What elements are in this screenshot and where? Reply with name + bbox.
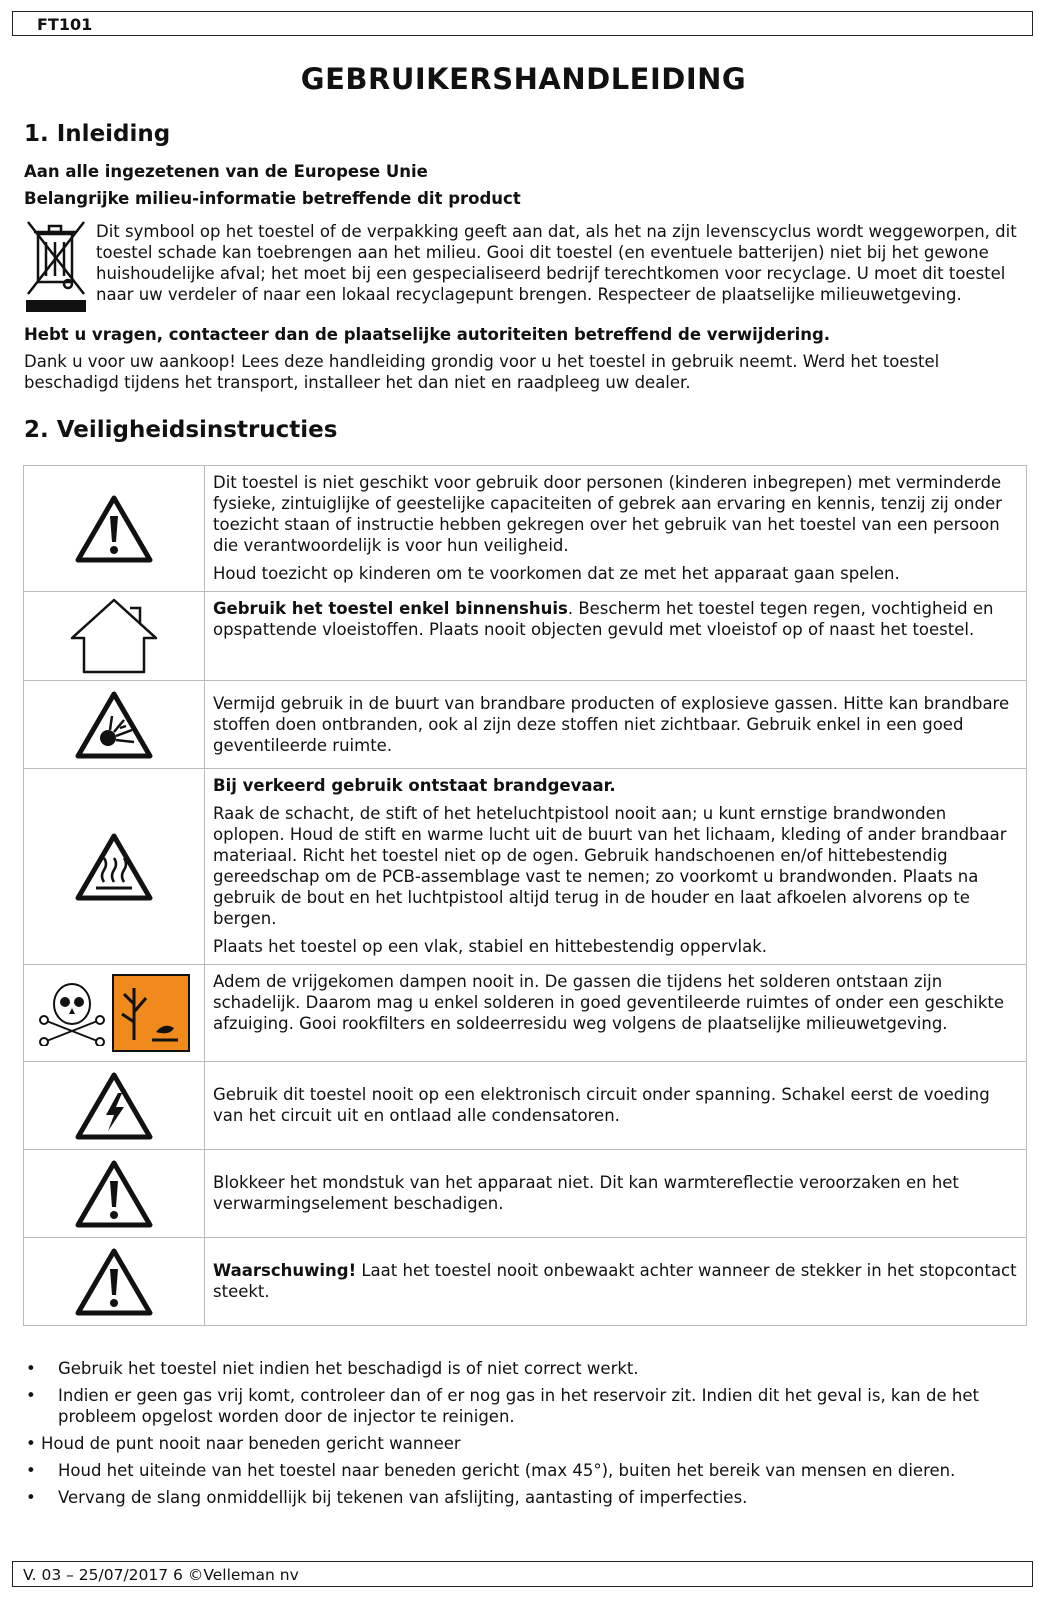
- safety-icon-cell: [24, 965, 205, 1062]
- bullet-list: [24, 1358, 1024, 1514]
- safety-text-cell: [205, 769, 1027, 965]
- safety-text-cell: [205, 466, 1027, 592]
- page-header: [12, 11, 1033, 36]
- safety-text: Laat het toestel nooit onbewaakt achter wanneer de stekker in het stopcontact steekt.: [213, 1261, 1017, 1301]
- safety-text: Houd toezicht op kinderen om te voorkomen dat ze met het apparaat gaan spelen.: [213, 564, 900, 583]
- safety-text: Raak de schacht, de stift of het heteluchtpistool nooit aan; u kunt ernstige brandwonden oplopen. Houd de stift en warme lucht uit de buurt van het lichaam, kleding of ander brandbaar materiaal. Richt het toestel niet op de ogen. Gebruik handschoenen en/of hittebestendig gereedschap om de PCB-assemblage vast te nemen; zo voorkomt u brandwonden. Plaats na gebruik de bout en het luchtpistool altijd terug in de houder en laat afkoelen alvorens op te bergen.: [213, 804, 1007, 928]
- safety-text-cell: [205, 681, 1027, 769]
- environment-hazard-icon: [112, 974, 190, 1052]
- safety-text-cell: [205, 1062, 1027, 1150]
- safety-row-8: [24, 1238, 1027, 1326]
- safety-icon-cell: [24, 1150, 205, 1238]
- eu-line: Aan alle ingezetenen van de Europese Unie: [24, 162, 428, 181]
- safety-row-7: [24, 1150, 1027, 1238]
- warning-icon: [74, 1247, 154, 1317]
- safety-text: Plaats het toestel op een vlak, stabiel en hittebestendig oppervlak.: [213, 937, 767, 956]
- page-footer: [12, 1561, 1033, 1587]
- skull-crossbones-icon: [38, 980, 106, 1046]
- safety-row-4: [24, 769, 1027, 965]
- safety-text-cell: [205, 592, 1027, 681]
- safety-text-cell: [205, 1150, 1027, 1238]
- safety-text: Gebruik dit toestel nooit op een elektronisch circuit onder spanning. Schakel eerst de voeding van het circuit uit en ontlaad alle condensatoren.: [213, 1085, 990, 1125]
- list-item: • Gebruik het toestel niet indien het beschadigd is of niet correct werkt.: [24, 1358, 1024, 1379]
- list-item: • Houd het uiteinde van het toestel naar beneden gericht (max 45°), buiten het bereik van mensen en dieren.: [24, 1460, 1024, 1481]
- safety-text: Blokkeer het mondstuk van het apparaat niet. Dit kan warmtereflectie veroorzaken en het verwarmingselement beschadigen.: [213, 1173, 959, 1213]
- env-heading: Belangrijke milieu-informatie betreffende dit product: [24, 189, 521, 208]
- safety-icon-cell: [24, 466, 205, 592]
- weee-text: Dit symbool op het toestel of de verpakking geeft aan dat, als het na zijn levenscyclus wordt weggeworpen, dit toestel schade kan toebrengen aan het milieu. Gooi dit toestel (en eventuele batterijen) niet bij het gewone huishoudelijke afval; het moet bij een gespecialiseerd bedrijf terechtkomen voor recyclage. U moet dit toestel naar uw verdeler of naar een lokaal recyclagepunt brengen. Respecteer de plaatselijke milieuwetgeving.: [96, 222, 1017, 304]
- warning-icon: [74, 494, 154, 564]
- thanks-paragraph: Dank u voor uw aankoop! Lees deze handleiding grondig voor u het toestel in gebruik neemt. Werd het toestel beschadigd tijdens het transport, installeer het dan niet en raadpleeg uw dealer.: [24, 352, 940, 392]
- safety-row-2: [24, 592, 1027, 681]
- safety-icon-cell: [24, 592, 205, 681]
- safety-table: [23, 465, 1027, 1326]
- safety-text: Dit toestel is niet geschikt voor gebruik door personen (kinderen inbegrepen) met verminderde fysieke, zintuiglijke of geestelijke capaciteiten of gebrek aan ervaring en kennis, tenzij zij onder toezicht staan of instructie hebben gekregen over het gebruik van het toestel van een persoon die verantwoordelijk is voor hun veiligheid.: [213, 473, 1002, 555]
- section2-heading: 2. Veiligheidsinstructies: [24, 417, 338, 443]
- list-item: • Vervang de slang onmiddellijk bij tekenen van afslijting, aantasting of imperfecties.: [24, 1487, 1024, 1508]
- safety-text: . Bescherm het toestel tegen regen, vochtigheid en opspattende vloeistoffen. Plaats nooit objecten gevuld met vloeistof op of naast het toestel.: [213, 599, 994, 639]
- section1-heading: 1. Inleiding: [24, 121, 171, 147]
- explosive-icon: [74, 690, 154, 760]
- safety-text-cell: [205, 1238, 1027, 1326]
- safety-icon-cell: [24, 681, 205, 769]
- safety-row-6: [24, 1062, 1027, 1150]
- safety-icon-cell: [24, 1062, 205, 1150]
- electric-shock-icon: [74, 1071, 154, 1141]
- safety-row-3: [24, 681, 1027, 769]
- safety-bold-text: Gebruik het toestel enkel binnenshuis: [213, 599, 568, 618]
- safety-bold-text: Bij verkeerd gebruik ontstaat brandgevaar.: [213, 776, 616, 795]
- safety-text: Adem de vrijgekomen dampen nooit in. De gassen die tijdens het solderen ontstaan zijn schadelijk. Daarom mag u enkel solderen in goed geventileerde ruimtes of onder een geschikte afzuiging. Gooi rookfilters en soldeerresidu weg volgens de plaatselijke milieuwetgeving.: [213, 972, 1005, 1033]
- questions-line: Hebt u vragen, contacteer dan de plaatselijke autoriteiten betreffend de verwijdering.: [24, 325, 831, 344]
- weee-bin-icon: [24, 218, 88, 322]
- model-label: FT101: [37, 15, 93, 34]
- safety-text: Vermijd gebruik in de buurt van brandbare producten of explosieve gassen. Hitte kan brandbare stoffen doen ontbranden, ook al zijn deze stoffen niet zichtbaar. Gebruik enkel in een goed geventileerde ruimte.: [213, 693, 1010, 755]
- list-item: • Houd de punt nooit naar beneden gericht wanneer: [24, 1433, 1024, 1454]
- safety-row-5: [24, 965, 1027, 1062]
- safety-icon-cell: [24, 769, 205, 965]
- footer-text: V. 03 – 25/07/2017 6 ©Velleman nv: [23, 1566, 299, 1584]
- safety-text-cell: [205, 965, 1027, 1062]
- safety-icon-cell: [24, 1238, 205, 1326]
- document-title: GEBRUIKERSHANDLEIDING: [300, 62, 747, 96]
- safety-row-1: [24, 466, 1027, 592]
- hot-surface-icon: [74, 832, 154, 902]
- house-icon: [68, 596, 160, 676]
- warning-icon: [74, 1159, 154, 1229]
- list-item: • Indien er geen gas vrij komt, controleer dan of er nog gas in het reservoir zit. Indien dit het geval is, kan de het probleem opgelost worden door de injector te reinigen.: [24, 1385, 1024, 1427]
- safety-bold-text: Waarschuwing!: [213, 1261, 357, 1280]
